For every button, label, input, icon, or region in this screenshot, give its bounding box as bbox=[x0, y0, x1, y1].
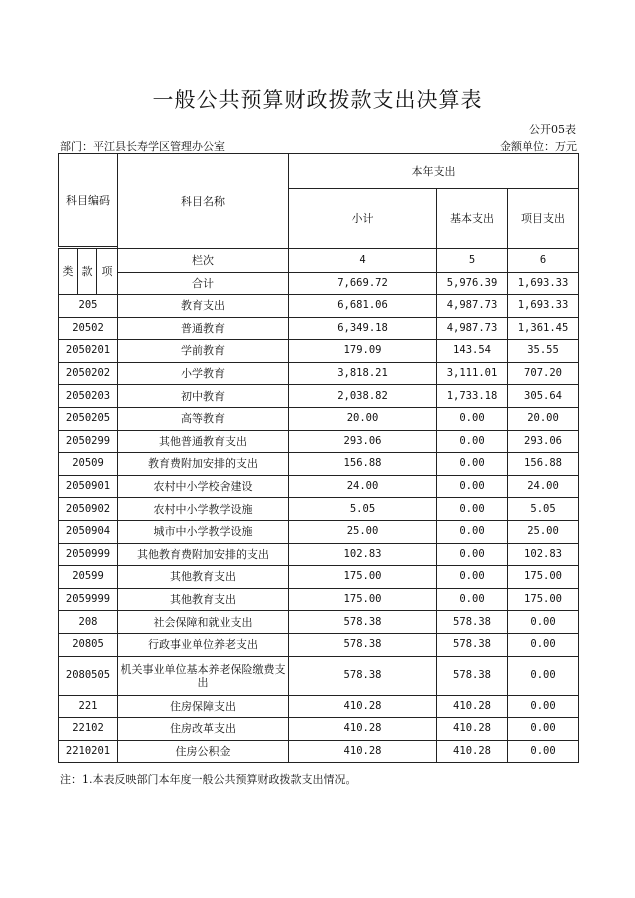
subtotal-cell: 3,818.21 bbox=[289, 362, 437, 385]
basic-cell: 410.28 bbox=[437, 740, 508, 763]
basic-cell: 0.00 bbox=[437, 498, 508, 521]
subtotal-cell: 24.00 bbox=[289, 475, 437, 498]
table-row bbox=[59, 385, 579, 408]
subtotal-cell: 2,038.82 bbox=[289, 385, 437, 408]
subject-code-cell: 2080505 bbox=[59, 656, 118, 695]
subject-code-cell: 22102 bbox=[59, 718, 118, 741]
table-row bbox=[59, 340, 579, 363]
subject-name-cell: 其他教育支出 bbox=[118, 566, 289, 589]
project-cell: 20.00 bbox=[508, 407, 579, 430]
subject-code-cell: 2050901 bbox=[59, 475, 118, 498]
unit-label: 金额单位：万元 bbox=[500, 140, 577, 153]
basic-cell: 0.00 bbox=[437, 453, 508, 476]
project-cell: 102.83 bbox=[508, 543, 579, 566]
subject-code-cell: 2050203 bbox=[59, 385, 118, 408]
project-cell: 175.00 bbox=[508, 566, 579, 589]
subject-name-cell: 初中教育 bbox=[118, 385, 289, 408]
subtotal-cell: 175.00 bbox=[289, 588, 437, 611]
subject-code-cell: 2050299 bbox=[59, 430, 118, 453]
meta-row bbox=[60, 138, 577, 154]
subject-code-cell: 208 bbox=[59, 611, 118, 634]
subject-name-cell: 其他普通教育支出 bbox=[118, 430, 289, 453]
project-cell: 0.00 bbox=[508, 695, 579, 718]
project-cell: 707.20 bbox=[508, 362, 579, 385]
subject-name-cell: 住房保障支出 bbox=[118, 695, 289, 718]
basic-cell: 0.00 bbox=[437, 520, 508, 543]
project-cell: 25.00 bbox=[508, 520, 579, 543]
subject-code-cell: 2050904 bbox=[59, 520, 118, 543]
subtotal-cell: 5.05 bbox=[289, 498, 437, 521]
header-subject-name: 科目名称 bbox=[118, 154, 289, 249]
basic-cell: 0.00 bbox=[437, 475, 508, 498]
project-cell: 1,361.45 bbox=[508, 317, 579, 340]
total-project: 1,693.33 bbox=[508, 273, 579, 295]
table-row bbox=[59, 520, 579, 543]
table-row bbox=[59, 740, 579, 763]
table-row bbox=[59, 656, 579, 695]
basic-cell: 578.38 bbox=[437, 633, 508, 656]
header-current-year: 本年支出 bbox=[289, 154, 579, 189]
subtotal-cell: 20.00 bbox=[289, 407, 437, 430]
subject-name-cell: 教育支出 bbox=[118, 295, 289, 318]
subtotal-cell: 102.83 bbox=[289, 543, 437, 566]
form-number: 公开05表 bbox=[529, 123, 576, 136]
project-cell: 1,693.33 bbox=[508, 295, 579, 318]
subject-name-cell: 住房改革支出 bbox=[118, 718, 289, 741]
table-row bbox=[59, 475, 579, 498]
expenditure-table bbox=[58, 153, 579, 763]
basic-cell: 143.54 bbox=[437, 340, 508, 363]
total-basic: 5,976.39 bbox=[437, 273, 508, 295]
subject-name-cell: 机关事业单位基本养老保险缴费支出 bbox=[118, 656, 289, 695]
project-cell: 0.00 bbox=[508, 611, 579, 634]
col-5: 5 bbox=[437, 249, 508, 273]
table-row bbox=[59, 430, 579, 453]
table-row bbox=[59, 407, 579, 430]
subtotal-cell: 293.06 bbox=[289, 430, 437, 453]
subject-name-cell: 学前教育 bbox=[118, 340, 289, 363]
subject-code-cell: 20805 bbox=[59, 633, 118, 656]
subject-code-cell: 2059999 bbox=[59, 588, 118, 611]
subtotal-cell: 578.38 bbox=[289, 656, 437, 695]
table-row bbox=[59, 295, 579, 318]
basic-cell: 0.00 bbox=[437, 566, 508, 589]
table-row bbox=[59, 543, 579, 566]
header-xiang: 项 bbox=[97, 249, 118, 295]
header-subject-code: 科目编码 bbox=[59, 154, 118, 247]
header-lei: 类 bbox=[59, 249, 78, 295]
col-4: 4 bbox=[289, 249, 437, 273]
table-row bbox=[59, 695, 579, 718]
subject-code-cell: 2050999 bbox=[59, 543, 118, 566]
table-row bbox=[59, 362, 579, 385]
project-cell: 0.00 bbox=[508, 718, 579, 741]
header-project: 项目支出 bbox=[508, 189, 579, 249]
subject-code-cell: 20599 bbox=[59, 566, 118, 589]
subject-name-cell: 其他教育费附加安排的支出 bbox=[118, 543, 289, 566]
project-cell: 5.05 bbox=[508, 498, 579, 521]
subject-name-cell: 农村中小学教学设施 bbox=[118, 498, 289, 521]
col-6: 6 bbox=[508, 249, 579, 273]
page-title: 一般公共预算财政拨款支出决算表 bbox=[152, 88, 483, 112]
subtotal-cell: 179.09 bbox=[289, 340, 437, 363]
subtotal-cell: 410.28 bbox=[289, 695, 437, 718]
project-cell: 0.00 bbox=[508, 656, 579, 695]
subtotal-cell: 175.00 bbox=[289, 566, 437, 589]
subject-code-cell: 2050205 bbox=[59, 407, 118, 430]
project-cell: 0.00 bbox=[508, 633, 579, 656]
subtotal-cell: 6,681.06 bbox=[289, 295, 437, 318]
basic-cell: 4,987.73 bbox=[437, 317, 508, 340]
subtotal-cell: 410.28 bbox=[289, 718, 437, 741]
subject-code-cell: 20509 bbox=[59, 453, 118, 476]
basic-cell: 4,987.73 bbox=[437, 295, 508, 318]
subject-code-cell: 221 bbox=[59, 695, 118, 718]
table-row bbox=[59, 498, 579, 521]
basic-cell: 578.38 bbox=[437, 656, 508, 695]
subject-name-cell: 社会保障和就业支出 bbox=[118, 611, 289, 634]
subject-name-cell: 住房公积金 bbox=[118, 740, 289, 763]
subject-name-cell: 普通教育 bbox=[118, 317, 289, 340]
project-cell: 156.88 bbox=[508, 453, 579, 476]
basic-cell: 578.38 bbox=[437, 611, 508, 634]
project-cell: 305.64 bbox=[508, 385, 579, 408]
basic-cell: 1,733.18 bbox=[437, 385, 508, 408]
table-row bbox=[59, 633, 579, 656]
basic-cell: 3,111.01 bbox=[437, 362, 508, 385]
subject-code-cell: 2050201 bbox=[59, 340, 118, 363]
project-cell: 0.00 bbox=[508, 740, 579, 763]
project-cell: 175.00 bbox=[508, 588, 579, 611]
table-row bbox=[59, 317, 579, 340]
header-kuan: 款 bbox=[78, 249, 97, 295]
project-cell: 293.06 bbox=[508, 430, 579, 453]
subject-name-cell: 高等教育 bbox=[118, 407, 289, 430]
subject-name-cell: 其他教育支出 bbox=[118, 588, 289, 611]
table-row bbox=[59, 453, 579, 476]
table-row bbox=[59, 611, 579, 634]
subject-name-cell: 城市中小学教学设施 bbox=[118, 520, 289, 543]
total-subtotal: 7,669.72 bbox=[289, 273, 437, 295]
subject-code-cell: 20502 bbox=[59, 317, 118, 340]
table-row bbox=[59, 718, 579, 741]
header-subtotal: 小计 bbox=[289, 189, 437, 249]
header-basic: 基本支出 bbox=[437, 189, 508, 249]
footnote: 注：1.本表反映部门本年度一般公共预算财政拨款支出情况。 bbox=[60, 773, 357, 786]
subtotal-cell: 578.38 bbox=[289, 633, 437, 656]
project-cell: 35.55 bbox=[508, 340, 579, 363]
project-cell: 24.00 bbox=[508, 475, 579, 498]
subtotal-cell: 25.00 bbox=[289, 520, 437, 543]
basic-cell: 410.28 bbox=[437, 718, 508, 741]
subject-name-cell: 行政事业单位养老支出 bbox=[118, 633, 289, 656]
subject-code-cell: 2210201 bbox=[59, 740, 118, 763]
subject-code-cell: 2050902 bbox=[59, 498, 118, 521]
subtotal-cell: 578.38 bbox=[289, 611, 437, 634]
total-row bbox=[59, 273, 579, 295]
subject-name-cell: 农村中小学校舍建设 bbox=[118, 475, 289, 498]
total-label: 合计 bbox=[118, 273, 289, 295]
department-label: 部门：平江县长寿学区管理办公室 bbox=[60, 140, 225, 153]
subtotal-cell: 156.88 bbox=[289, 453, 437, 476]
subject-name-cell: 教育费附加安排的支出 bbox=[118, 453, 289, 476]
subtotal-cell: 410.28 bbox=[289, 740, 437, 763]
col-label: 栏次 bbox=[118, 249, 289, 273]
basic-cell: 410.28 bbox=[437, 695, 508, 718]
basic-cell: 0.00 bbox=[437, 430, 508, 453]
subject-code-cell: 205 bbox=[59, 295, 118, 318]
basic-cell: 0.00 bbox=[437, 543, 508, 566]
table-row bbox=[59, 588, 579, 611]
basic-cell: 0.00 bbox=[437, 588, 508, 611]
subject-code-cell: 2050202 bbox=[59, 362, 118, 385]
basic-cell: 0.00 bbox=[437, 407, 508, 430]
table-row bbox=[59, 566, 579, 589]
subject-name-cell: 小学教育 bbox=[118, 362, 289, 385]
subtotal-cell: 6,349.18 bbox=[289, 317, 437, 340]
